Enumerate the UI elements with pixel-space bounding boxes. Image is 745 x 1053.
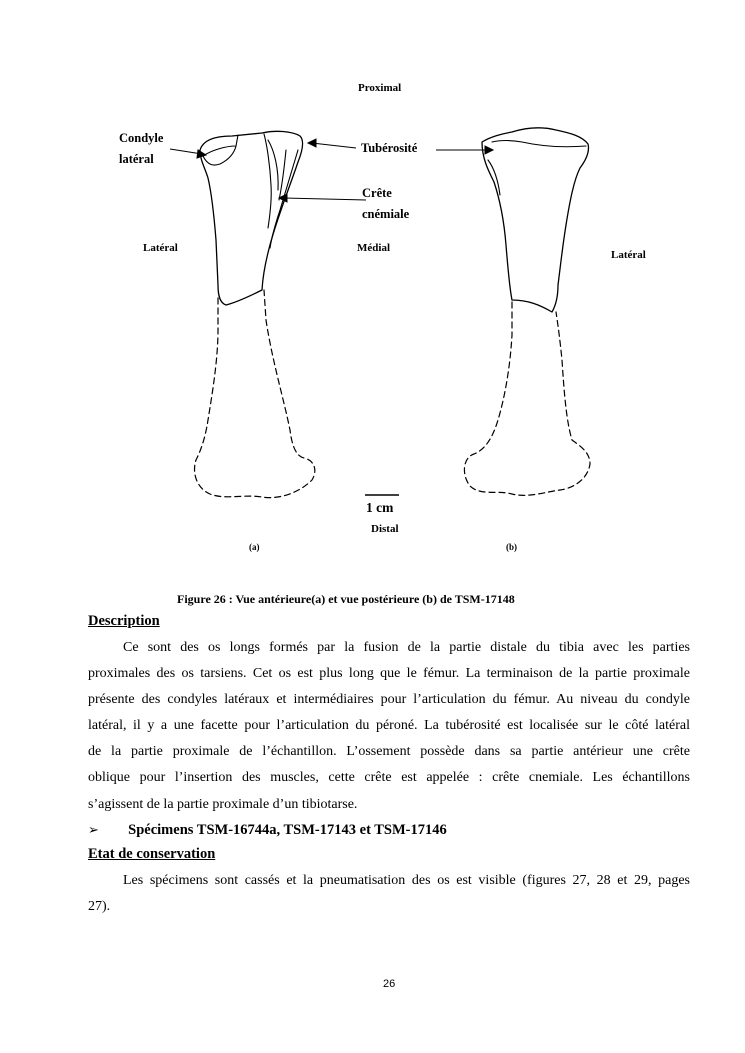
paragraph-line: Ce sont des os longs formés par la fusion de la partie distale du tibia avec les parties: [123, 640, 690, 655]
label-crete-cnemiale: Crête cnémiale: [362, 186, 410, 221]
paragraph-line: latéral, il y a une facette pour l’articulation du péroné. La tubérosité est localisée sur le côté latéral: [88, 718, 690, 734]
arrow-bullet-icon: ➢: [88, 823, 99, 838]
anterior-proximal-outline: [200, 131, 303, 305]
paragraph-line: proximales des os tarsiens. Cet os est plus long que le fémur. La terminaison de la partie proximale: [88, 666, 690, 682]
posterior-proximal-outline: [482, 128, 589, 312]
description-heading: Description: [88, 613, 160, 629]
label-proximal: Proximal: [358, 82, 402, 94]
conservation-heading: Etat de conservation: [88, 846, 216, 862]
anterior-view-drawing: [195, 131, 315, 497]
posterior-shaft-dashed: [464, 302, 590, 495]
paragraph-line: 27).: [88, 899, 111, 915]
label-distal: Distal: [371, 523, 399, 535]
label-medial: Médial: [357, 242, 390, 254]
description-paragraph: [88, 635, 690, 818]
label-tuberosite: Tubérosité: [361, 141, 418, 155]
figure-caption: Figure 26 : Vue antérieure(a) et vue postérieure (b) de TSM-17148: [177, 592, 515, 606]
page-number: 26: [383, 978, 396, 990]
panel-label-b: (b): [506, 542, 517, 552]
label-lateral-left: Latéral: [143, 242, 178, 254]
scale-bar-label: 1 cm: [366, 500, 394, 515]
paragraph-line: de la partie proximale de l’échantillon. L’ossement possède dans sa partie antérieur une crête: [88, 744, 690, 760]
anterior-shaft-dashed: [195, 290, 315, 498]
label-lateral-right: Latéral: [611, 249, 646, 261]
posterior-view-drawing: [464, 128, 590, 496]
conservation-paragraph: [88, 868, 690, 920]
label-condyle-lateral: Condyle latéral: [119, 131, 164, 166]
medial-condyle-contour: [264, 134, 271, 228]
panel-label-a: (a): [249, 542, 260, 552]
paragraph-line: Les spécimens sont cassés et la pneumatisation des os est visible (figures 27, 28 et 29, pages: [123, 873, 690, 888]
paragraph-line: s’agissent de la partie proximale d’un tibiotarse.: [88, 796, 358, 812]
specimens-text: Spécimens TSM-16744a, TSM-17143 et TSM-17146: [128, 822, 447, 838]
paragraph-line: présente des condyles latéraux et intermédiaires pour l’articulation du fémur. Au niveau du condyle: [88, 692, 690, 708]
paragraph-line: oblique pour l’insertion des muscles, cette crête est appelée : crête cnemiale. Les échantillons: [88, 770, 690, 786]
specimens-bullet: [88, 822, 447, 839]
